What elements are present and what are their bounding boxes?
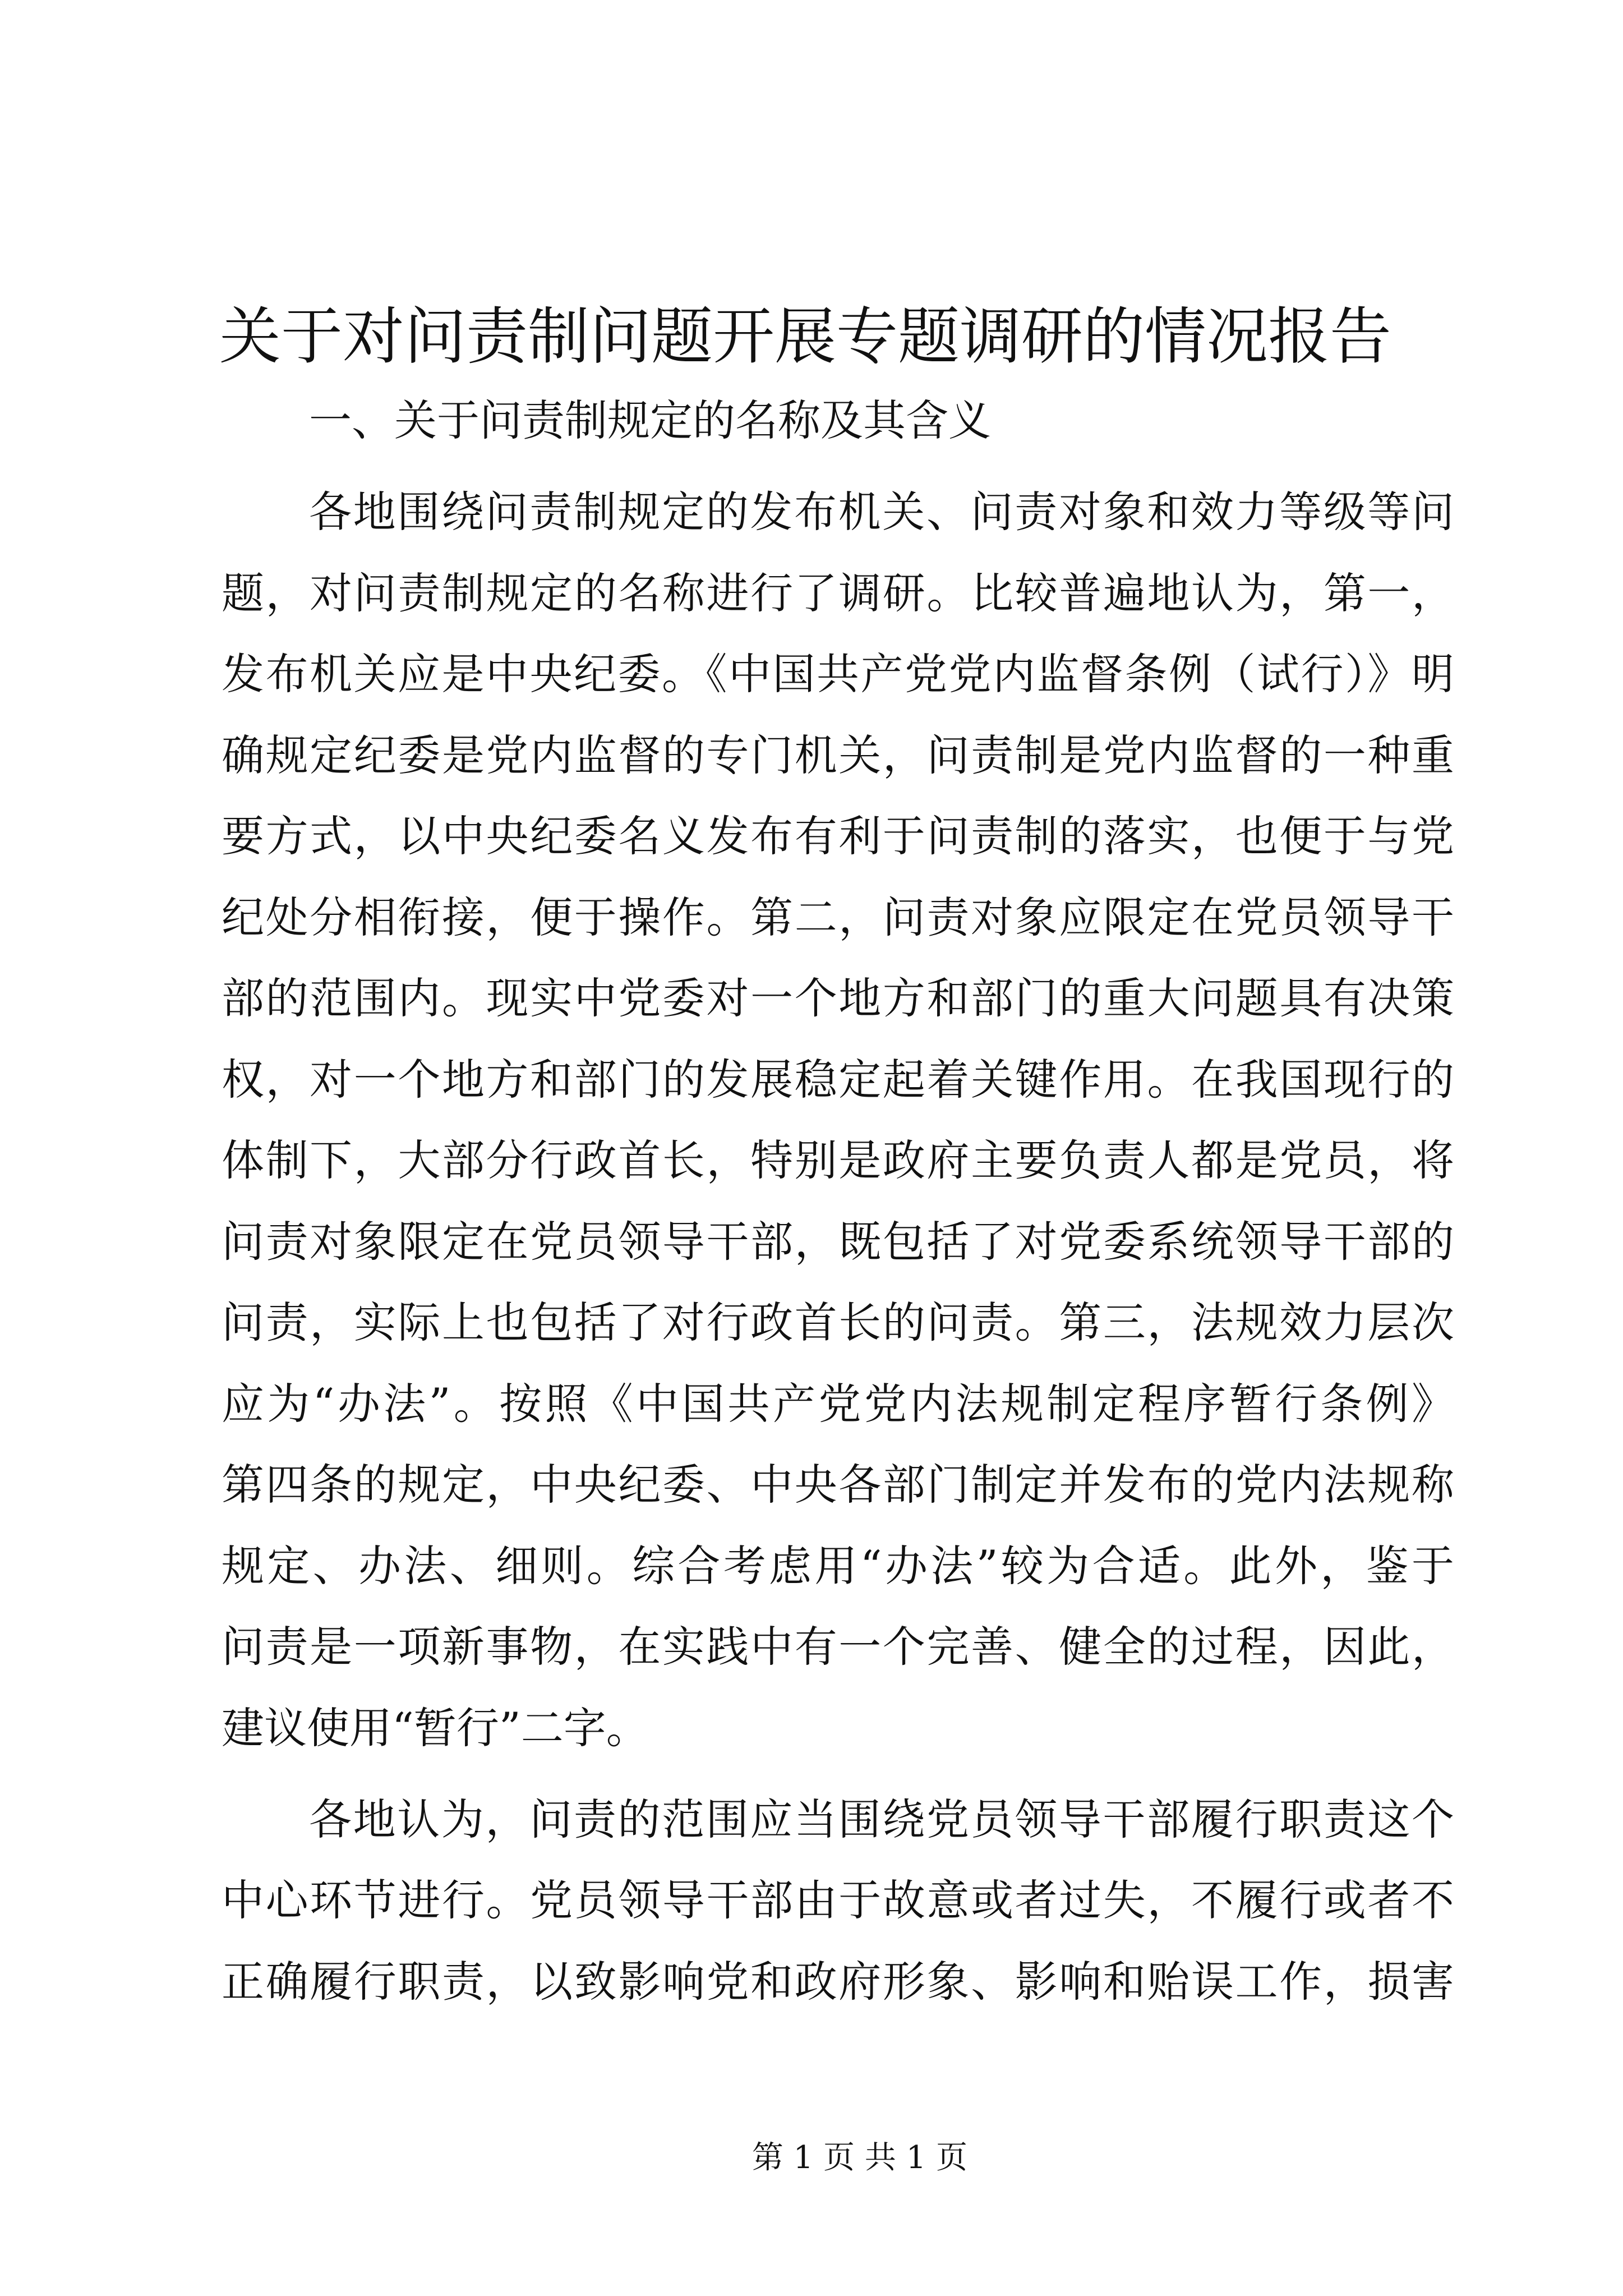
paragraph-line: 第四条的规定，中央纪委、中央各部门制定并发布的党内法规称 bbox=[222, 1460, 1454, 1510]
paragraph-line: 正确履行职责，以致影响党和政府形象、影响和贻误工作，损害 bbox=[222, 1956, 1454, 2007]
document-body bbox=[222, 380, 1454, 2033]
section-heading: 一、关于问责制规定的名称及其含义 bbox=[309, 395, 991, 445]
paragraph-line: 权，对一个地方和部门的发展稳定起着关键作用。在我国现行的 bbox=[222, 1054, 1454, 1105]
paragraph-line: 建议使用“暂行”二字。 bbox=[222, 1703, 649, 1753]
paragraph-line: 问责是一项新事物，在实践中有一个完善、健全的过程，因此， bbox=[222, 1622, 1454, 1672]
paragraph-line: 规定、办法、细则。综合考虑用“办法”较为合适。此外，鉴于 bbox=[222, 1540, 1454, 1591]
paragraph-line: 部的范围内。现实中党委对一个地方和部门的重大问题具有决策 bbox=[222, 973, 1454, 1023]
paragraph-line: 问责，实际上也包括了对行政首长的问责。第三，法规效力层次 bbox=[222, 1297, 1454, 1347]
paragraph-line: 中心环节进行。党员领导干部由于故意或者过失，不履行或者不 bbox=[222, 1875, 1454, 1925]
paragraph-line: 确规定纪委是党内监督的专门机关，问责制是党内监督的一种重 bbox=[222, 730, 1454, 780]
paragraph-line: 各地认为，问责的范围应当围绕党员领导干部履行职责这个 bbox=[309, 1794, 1454, 1844]
paragraph bbox=[222, 472, 1454, 1769]
paragraph-line: 纪处分相衔接，便于操作。第二，问责对象应限定在党员领导干 bbox=[222, 892, 1454, 942]
page-footer: 第 1 页 共 1 页 bbox=[751, 2139, 968, 2176]
paragraph bbox=[222, 1779, 1454, 2023]
paragraph-line: 体制下，大部分行政首长，特别是政府主要负责人都是党员，将 bbox=[222, 1135, 1454, 1185]
paragraph-line: 应为“办法”。按照《中国共产党党内法规制定程序暂行条例》 bbox=[222, 1378, 1454, 1429]
document-title: 关于对问责制问题开展专题调研的情况报告 bbox=[219, 301, 1391, 372]
paragraph-line: 发布机关应是中央纪委。《中国共产党党内监督条例（试行）》明 bbox=[222, 649, 1454, 699]
paragraph-line: 问责对象限定在党员领导干部，既包括了对党委系统领导干部的 bbox=[222, 1216, 1454, 1267]
paragraph-line: 各地围绕问责制规定的发布机关、问责对象和效力等级等问 bbox=[309, 487, 1454, 537]
paragraph-line: 题，对问责制规定的名称进行了调研。比较普遍地认为，第一， bbox=[222, 568, 1454, 618]
paragraph-line: 要方式，以中央纪委名义发布有利于问责制的落实，也便于与党 bbox=[222, 811, 1454, 861]
